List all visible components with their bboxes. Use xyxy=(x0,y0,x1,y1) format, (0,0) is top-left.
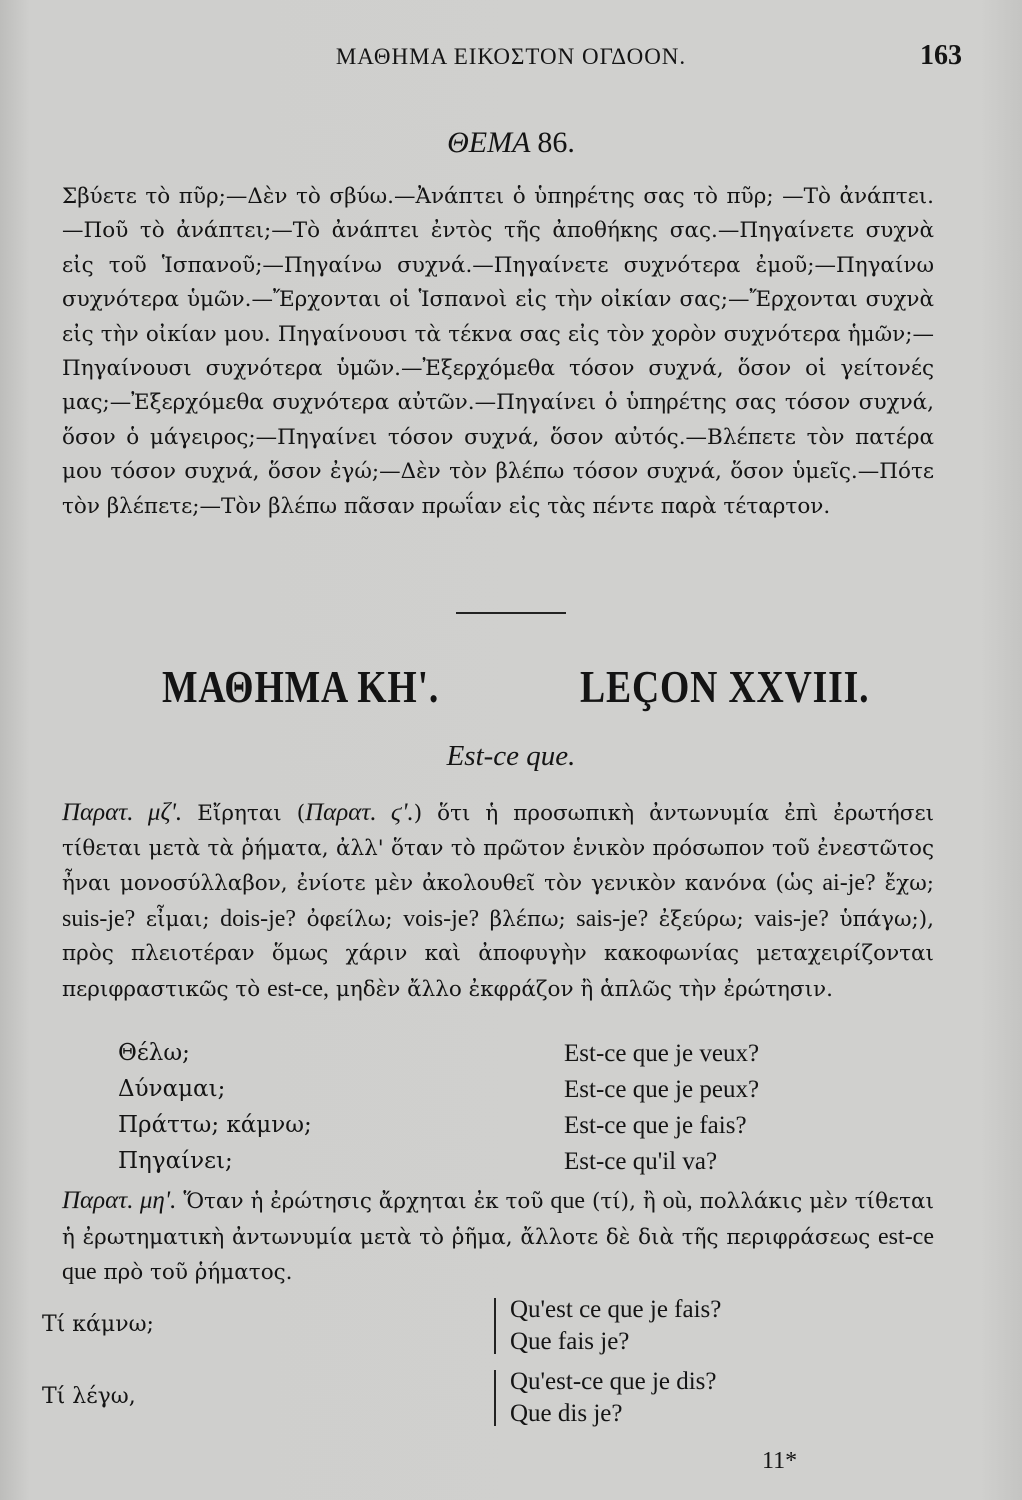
note-text: πρὸ τοῦ ῥήματος. xyxy=(96,1260,293,1285)
theme-heading xyxy=(0,126,1022,160)
theme-number: 86. xyxy=(537,126,575,159)
french-example: suis-je? xyxy=(62,905,136,932)
exercise-paragraph: Σβύετε τὸ πῦρ;—Δὲν τὸ σβύω.—Ἀνάπτει ὁ ὑπηρέτης σας τὸ πῦρ; —Τὸ ἀνάπτει.—Ποῦ τὸ ἀνάπτει;—Τὸ ἀνάπτει ἐντὸς τῆς ἀποθήκης σας.—Πηγαίνετε συχνὰ εἰς τοῦ Ἱσπανοῦ;—Πηγαίνω συχνά.—Πηγαίνετε συχνότερα ἐμοῦ;—Πηγαίνω συχνότερα ὑμῶν.—Ἔρχονται οἱ Ἱσπανοὶ εἰς τὴν οἰκίαν σας;—Ἔρχονται συχνὰ εἰς τὴν οἰκίαν μου. Πηγαίνουσι τὰ τέκνα σας εἰς τὸν χορὸν συχνότερα ἡμῶν;—Πηγαίνουσι συχνότερα ὑμῶν.—Ἐξερχόμεθα τόσον συχνά, ὅσον οἱ γείτονές μας;—Ἐξερχόμεθα συχνότερα αὐτῶν.—Πηγαίνει ὁ ὑπηρέτης σας τόσον συχνά, ὅσον ὁ μάγειρος;—Πηγαίνει τόσον συχνά, ὅσον αὐτός.—Βλέπετε τὸν πατέρα μου τόσον συχνά, ὅσον ἐγώ;—Δὲν τὸν βλέπω τόσον συχνά, ὅσον ὑμεῖς.—Πότε τὸν βλέπετε;—Τὸν βλέπω πᾶσαν πρωΐαν εἰς τὰς πέντε παρὰ τέταρτον. xyxy=(62,184,934,519)
lesson-title-french: LEÇON XXVIII. xyxy=(580,661,870,712)
french-example: est-ce, xyxy=(267,975,330,1002)
conjugation-row xyxy=(118,1112,918,1148)
conjugation-row xyxy=(118,1076,918,1112)
french-variant: Qu'est ce que je fais? xyxy=(510,1296,722,1323)
greek-gloss: ἐξεύρω; xyxy=(648,906,755,932)
conjugation-row xyxy=(118,1148,918,1184)
french-variant: Que dis je? xyxy=(510,1400,623,1427)
french-form: Est-ce que je peux? xyxy=(564,1076,760,1103)
french-form: Est-ce que je fais? xyxy=(564,1112,747,1139)
greek-form: Θέλω; xyxy=(118,1040,190,1066)
french-form: Est-ce que je veux? xyxy=(564,1040,760,1067)
note-47 xyxy=(62,796,934,1007)
conjugation-table xyxy=(118,1040,918,1184)
greek-question: Τί λέγω, xyxy=(42,1384,136,1409)
example-pair xyxy=(42,1366,942,1430)
note-text: μηδὲν ἄλλο ἐκφράζον ἢ ἁπλῶς τὴν ἐρώτησιν. xyxy=(329,976,833,1002)
note-48 xyxy=(62,1184,934,1291)
note-text: Εἴρηται ( xyxy=(182,801,306,826)
french-example: est-ce que xyxy=(62,1223,934,1285)
lesson-title-greek: ΜΑΘΗΜΑ ΚΗ'. xyxy=(162,661,440,712)
french-variants xyxy=(510,1294,721,1358)
french-variants xyxy=(510,1366,717,1430)
greek-question: Τί κάμνω; xyxy=(42,1312,154,1337)
greek-gloss: βλέπω; xyxy=(479,906,577,932)
note-text: (τί), ἢ xyxy=(585,1189,663,1214)
running-title: ΜΑΘΗΜΑ ΕΙΚΟΣΤΟΝ ΟΓΔΟΟΝ. xyxy=(335,44,687,69)
note-reference: Παρατ. ϛ'. xyxy=(305,799,414,826)
french-variant: Qu'est-ce que je dis? xyxy=(510,1368,717,1395)
note-text: ) ὅτι ἡ προσωπικὴ ἀντωνυμία ἐπὶ ἐρωτήσει τίθεται μετὰ τὰ ῥήματα, ἀλλ' ὅταν τὸ πρῶτον ἑνικὸν πρόσωπον τοῦ ἐνεστῶτος ἦναι μονοσύλλαβον, ἐνίοτε μὲν ἀκολουθεῖ τὸν γενικὸν κανόνα (ὡς xyxy=(62,801,935,896)
signature-mark: 11* xyxy=(762,1448,798,1474)
conjugation-row xyxy=(118,1040,918,1076)
page-number: 163 xyxy=(920,40,962,71)
french-example: vais-je? xyxy=(754,905,829,932)
note-marker: Παρατ. μζ'. xyxy=(62,799,183,826)
french-example: que xyxy=(550,1188,586,1214)
greek-form: Πηγαίνει; xyxy=(118,1148,233,1174)
section-divider xyxy=(456,612,566,614)
french-example: ai-je? xyxy=(822,870,876,896)
running-head xyxy=(0,38,1022,78)
french-example: vois-je? xyxy=(403,905,480,932)
greek-gloss: ὑπάγω;), πρὸς πλειοτέραν ὅμως χάριν καὶ ἀποφυγὴν κακοφωνίας μεταχειρίζονται περιφραστικῶς τὸ xyxy=(62,906,935,1002)
greek-form: Πράττω; κάμνω; xyxy=(118,1112,312,1138)
greek-gloss: ὀφείλω; xyxy=(296,906,404,932)
greek-gloss: εἶμαι; xyxy=(135,906,221,932)
french-variant: Que fais je? xyxy=(510,1328,630,1355)
theme-label: ΘΕΜΑ xyxy=(447,126,530,159)
brace xyxy=(494,1298,504,1354)
example-pair xyxy=(42,1294,942,1358)
french-form: Est-ce qu'il va? xyxy=(564,1148,718,1175)
lesson-subtitle: Est-ce que. xyxy=(446,740,576,772)
greek-form: Δύναμαι; xyxy=(118,1076,226,1102)
note-marker: Παρατ. μη'. xyxy=(62,1187,177,1214)
note-text: Ὅταν ἡ ἐρώτησις ἄρχηται ἐκ τοῦ xyxy=(176,1189,551,1214)
note-text: πολλάκις μὲν τίθεται ἡ ἐρωτηματικὴ ἀντωνυμία μετὰ τὸ ῥῆμα, ἄλλοτε δὲ διὰ τῆς περιφράσεως xyxy=(62,1189,934,1250)
french-example: dois-je? xyxy=(220,905,297,932)
brace xyxy=(494,1370,504,1426)
french-example: où, xyxy=(662,1188,693,1214)
greek-gloss: ἔχω; xyxy=(875,871,934,896)
french-example: sais-je? xyxy=(576,905,649,932)
